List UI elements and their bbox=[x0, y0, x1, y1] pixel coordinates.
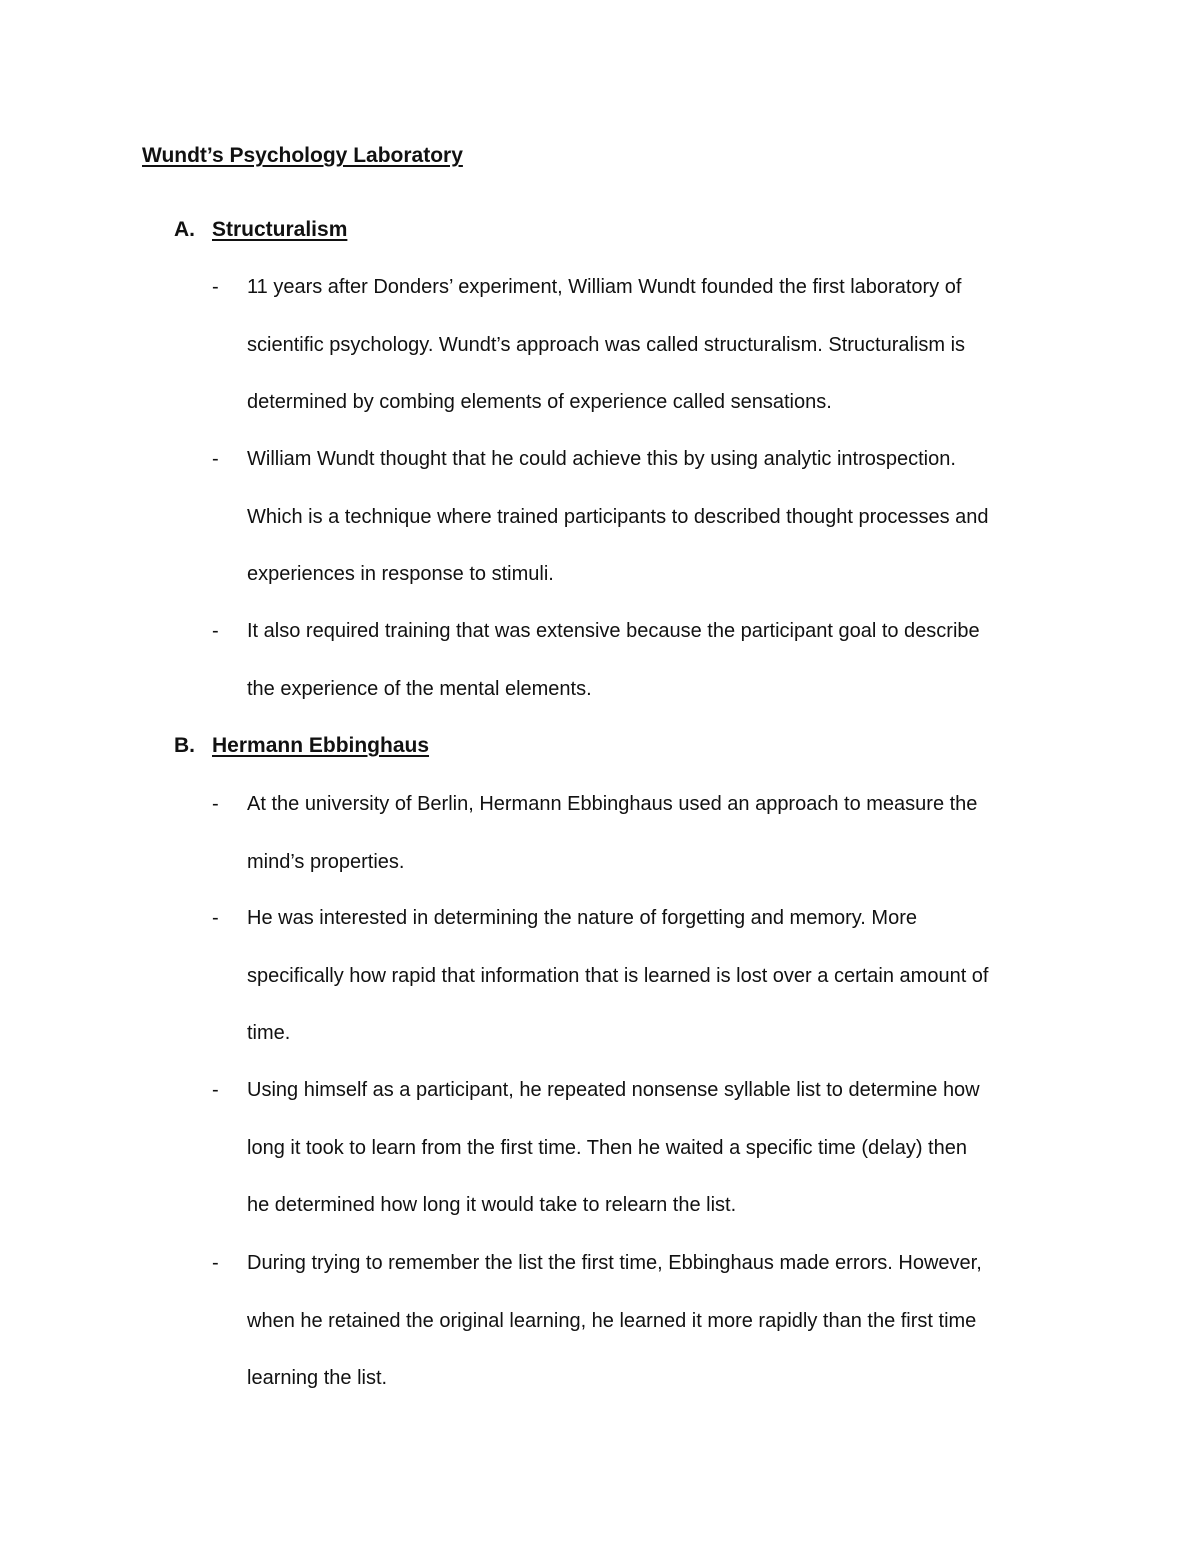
bullet-dash: - bbox=[212, 620, 219, 642]
bullet-text bbox=[247, 1062, 1077, 1235]
text-line: learning the list. bbox=[247, 1367, 388, 1389]
text-line: During trying to remember the list the first time, Ebbinghaus made errors. However, bbox=[247, 1252, 982, 1274]
text-line: At the university of Berlin, Hermann Ebbinghaus used an approach to measure the bbox=[247, 793, 978, 815]
section-letter: B. bbox=[174, 734, 195, 757]
text-line: It also required training that was extensive because the participant goal to describe bbox=[247, 620, 980, 642]
document-title: Wundt’s Psychology Laboratory bbox=[142, 144, 463, 167]
text-line: Using himself as a participant, he repeated nonsense syllable list to determine how bbox=[247, 1079, 980, 1101]
bullet-text bbox=[247, 603, 1077, 718]
bullet-dash: - bbox=[212, 907, 219, 929]
section-heading-text: Hermann Ebbinghaus bbox=[212, 734, 430, 757]
text-line: he determined how long it would take to relearn the list. bbox=[247, 1194, 737, 1216]
text-line: specifically how rapid that information that is learned is lost over a certain amount of bbox=[247, 964, 989, 987]
section-heading-text: Structuralism bbox=[212, 218, 348, 241]
section-heading-structuralism bbox=[174, 214, 347, 246]
text-line: long it took to learn from the first time. Then he waited a specific time (delay) then bbox=[247, 1136, 967, 1159]
bullet-text bbox=[247, 890, 1077, 1063]
bullet-dash: - bbox=[212, 276, 219, 298]
text-line: scientific psychology. Wundt’s approach was called structuralism. Structuralism is bbox=[247, 333, 966, 356]
text-line: He was interested in determining the nature of forgetting and memory. More bbox=[247, 907, 917, 929]
bullet-dash: - bbox=[212, 448, 219, 470]
bullet-dash: - bbox=[212, 1252, 219, 1274]
bullet-dash: - bbox=[212, 1079, 219, 1101]
text-line: mind’s properties. bbox=[247, 850, 405, 873]
text-line: time. bbox=[247, 1022, 291, 1044]
bullet-dash: - bbox=[212, 793, 219, 815]
text-line: 11 years after Donders’ experiment, William Wundt founded the first laboratory of bbox=[247, 276, 962, 298]
text-line: experiences in response to stimuli. bbox=[247, 563, 554, 585]
text-line: when he retained the original learning, he learned it more rapidly than the first time bbox=[247, 1309, 977, 1332]
text-line: the experience of the mental elements. bbox=[247, 677, 592, 700]
text-line: determined by combing elements of experience called sensations. bbox=[247, 391, 832, 413]
bullet-text bbox=[247, 776, 1077, 891]
bullet-text bbox=[247, 431, 1077, 604]
text-line: William Wundt thought that he could achieve this by using analytic introspection. bbox=[247, 448, 956, 470]
section-letter: A. bbox=[174, 218, 195, 241]
section-heading-hermann-ebbinghaus bbox=[174, 730, 429, 762]
bullet-text bbox=[247, 1235, 1077, 1408]
text-line: Which is a technique where trained participants to described thought processes and bbox=[247, 505, 989, 528]
bullet-text bbox=[247, 259, 1077, 432]
